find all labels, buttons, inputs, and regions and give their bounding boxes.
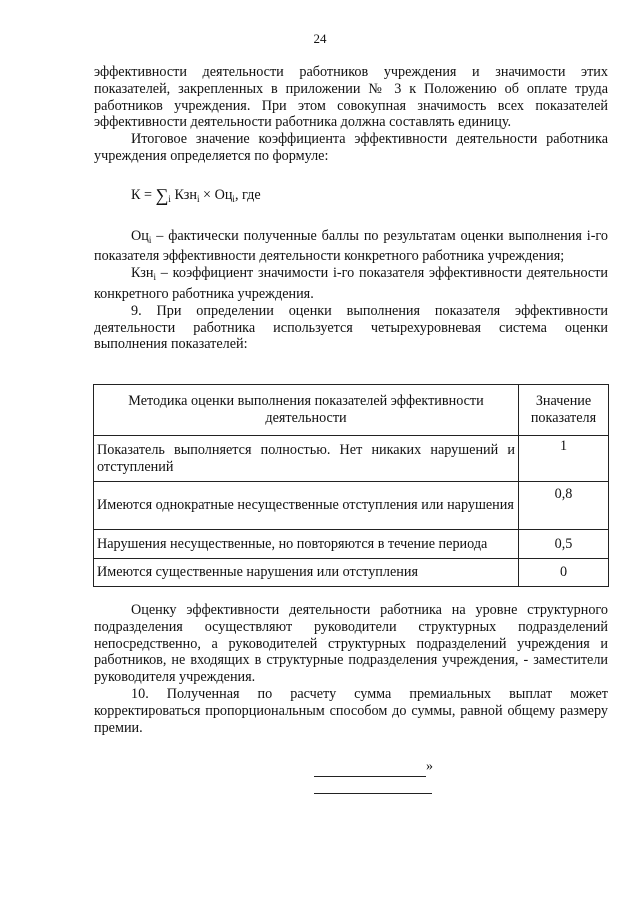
paragraph-structural-evaluation: Оценку эффективности деятельности работника на уровне структурного подразделения осуществляют руководители структурных подразделений непосредственно, а руководителей структурных подразделений учреждения и работников, не входящих в структурные подразделения учреждения, - заместители руководителя учреждения.	[94, 602, 608, 686]
table-row	[94, 530, 609, 559]
formula-term1-sub: i	[196, 193, 200, 204]
paragraph-10: 10. Полученная по расчету сумма премиальных выплат может корректироваться пропорциональным способом до суммы, равной общему размеру премии.	[94, 685, 608, 736]
formula-term1: Кзн	[174, 186, 197, 203]
table-cell-value: 1	[519, 436, 609, 482]
table-row	[94, 482, 609, 530]
formula-sigma-sub: i	[168, 193, 171, 204]
table-cell-value: 0,8	[519, 482, 609, 530]
definition-oc-symbol: Оц	[131, 227, 149, 244]
table-cell-value: 0,5	[519, 530, 609, 559]
definition-oc-sub: i	[148, 234, 152, 245]
table-cell-method: Имеются существенные нарушения или отступления	[94, 559, 519, 587]
formula	[131, 184, 608, 208]
table-row	[94, 559, 609, 587]
table-header-method: Методика оценки выполнения показателей эффективности деятельности	[94, 385, 519, 436]
definition-kzn-symbol: Кзн	[131, 265, 154, 282]
table-cell-method: Показатель выполняется полностью. Нет никаких нарушений и отступлений	[94, 436, 519, 482]
table-row	[94, 436, 609, 482]
body-bottom	[94, 602, 608, 736]
definition-kzn	[94, 265, 608, 303]
table-cell-method: Имеются однократные несущественные отступления или нарушения	[94, 482, 519, 530]
definition-kzn-sub: i	[153, 272, 156, 283]
definition-kzn-text: – коэффициент значимости i-го показателя эффективности деятельности конкретного работника учреждения.	[94, 265, 608, 302]
definition-oc-text: – фактически полученные баллы по результатам оценки выполнения i-го показателя эффективности деятельности конкретного работника учреждения;	[94, 227, 608, 265]
table-cell-method: Нарушения несущественные, но повторяются в течение периода	[94, 530, 519, 559]
formula-lhs: К =	[131, 186, 153, 203]
paragraph-continuation: эффективности деятельности работников учреждения и значимости этих показателей, закрепленных в приложении № 3 к Положению об оплате труда работников учреждения. При этом совокупная значимость всех показателей эффективности деятельности работника должна составлять единицу.	[94, 64, 608, 131]
formula-term2-sub: i	[232, 193, 235, 204]
definition-oc	[94, 228, 608, 266]
formula-sigma: ∑	[155, 184, 169, 205]
formula-times: ×	[203, 186, 212, 203]
paragraph-9: 9. При определении оценки выполнения показателя эффективности деятельности работника используется четырехуровневая система оценки выполнения показателей:	[94, 302, 608, 353]
signature-line-lower	[314, 793, 432, 794]
paragraph-formula-intro: Итоговое значение коэффициента эффективности деятельности работника учреждения определяется по формуле:	[94, 131, 608, 164]
table-cell-value: 0	[519, 559, 609, 587]
table-header-value: Значение показателя	[519, 385, 609, 436]
evaluation-table	[93, 384, 609, 587]
table-header-row	[94, 385, 609, 436]
signature-line-upper	[314, 776, 426, 777]
formula-term2: Оц	[214, 186, 233, 203]
formula-tail: , где	[234, 186, 261, 203]
body-top	[94, 64, 608, 353]
page-number: 24	[313, 31, 327, 46]
closing-quote: »	[426, 759, 433, 774]
